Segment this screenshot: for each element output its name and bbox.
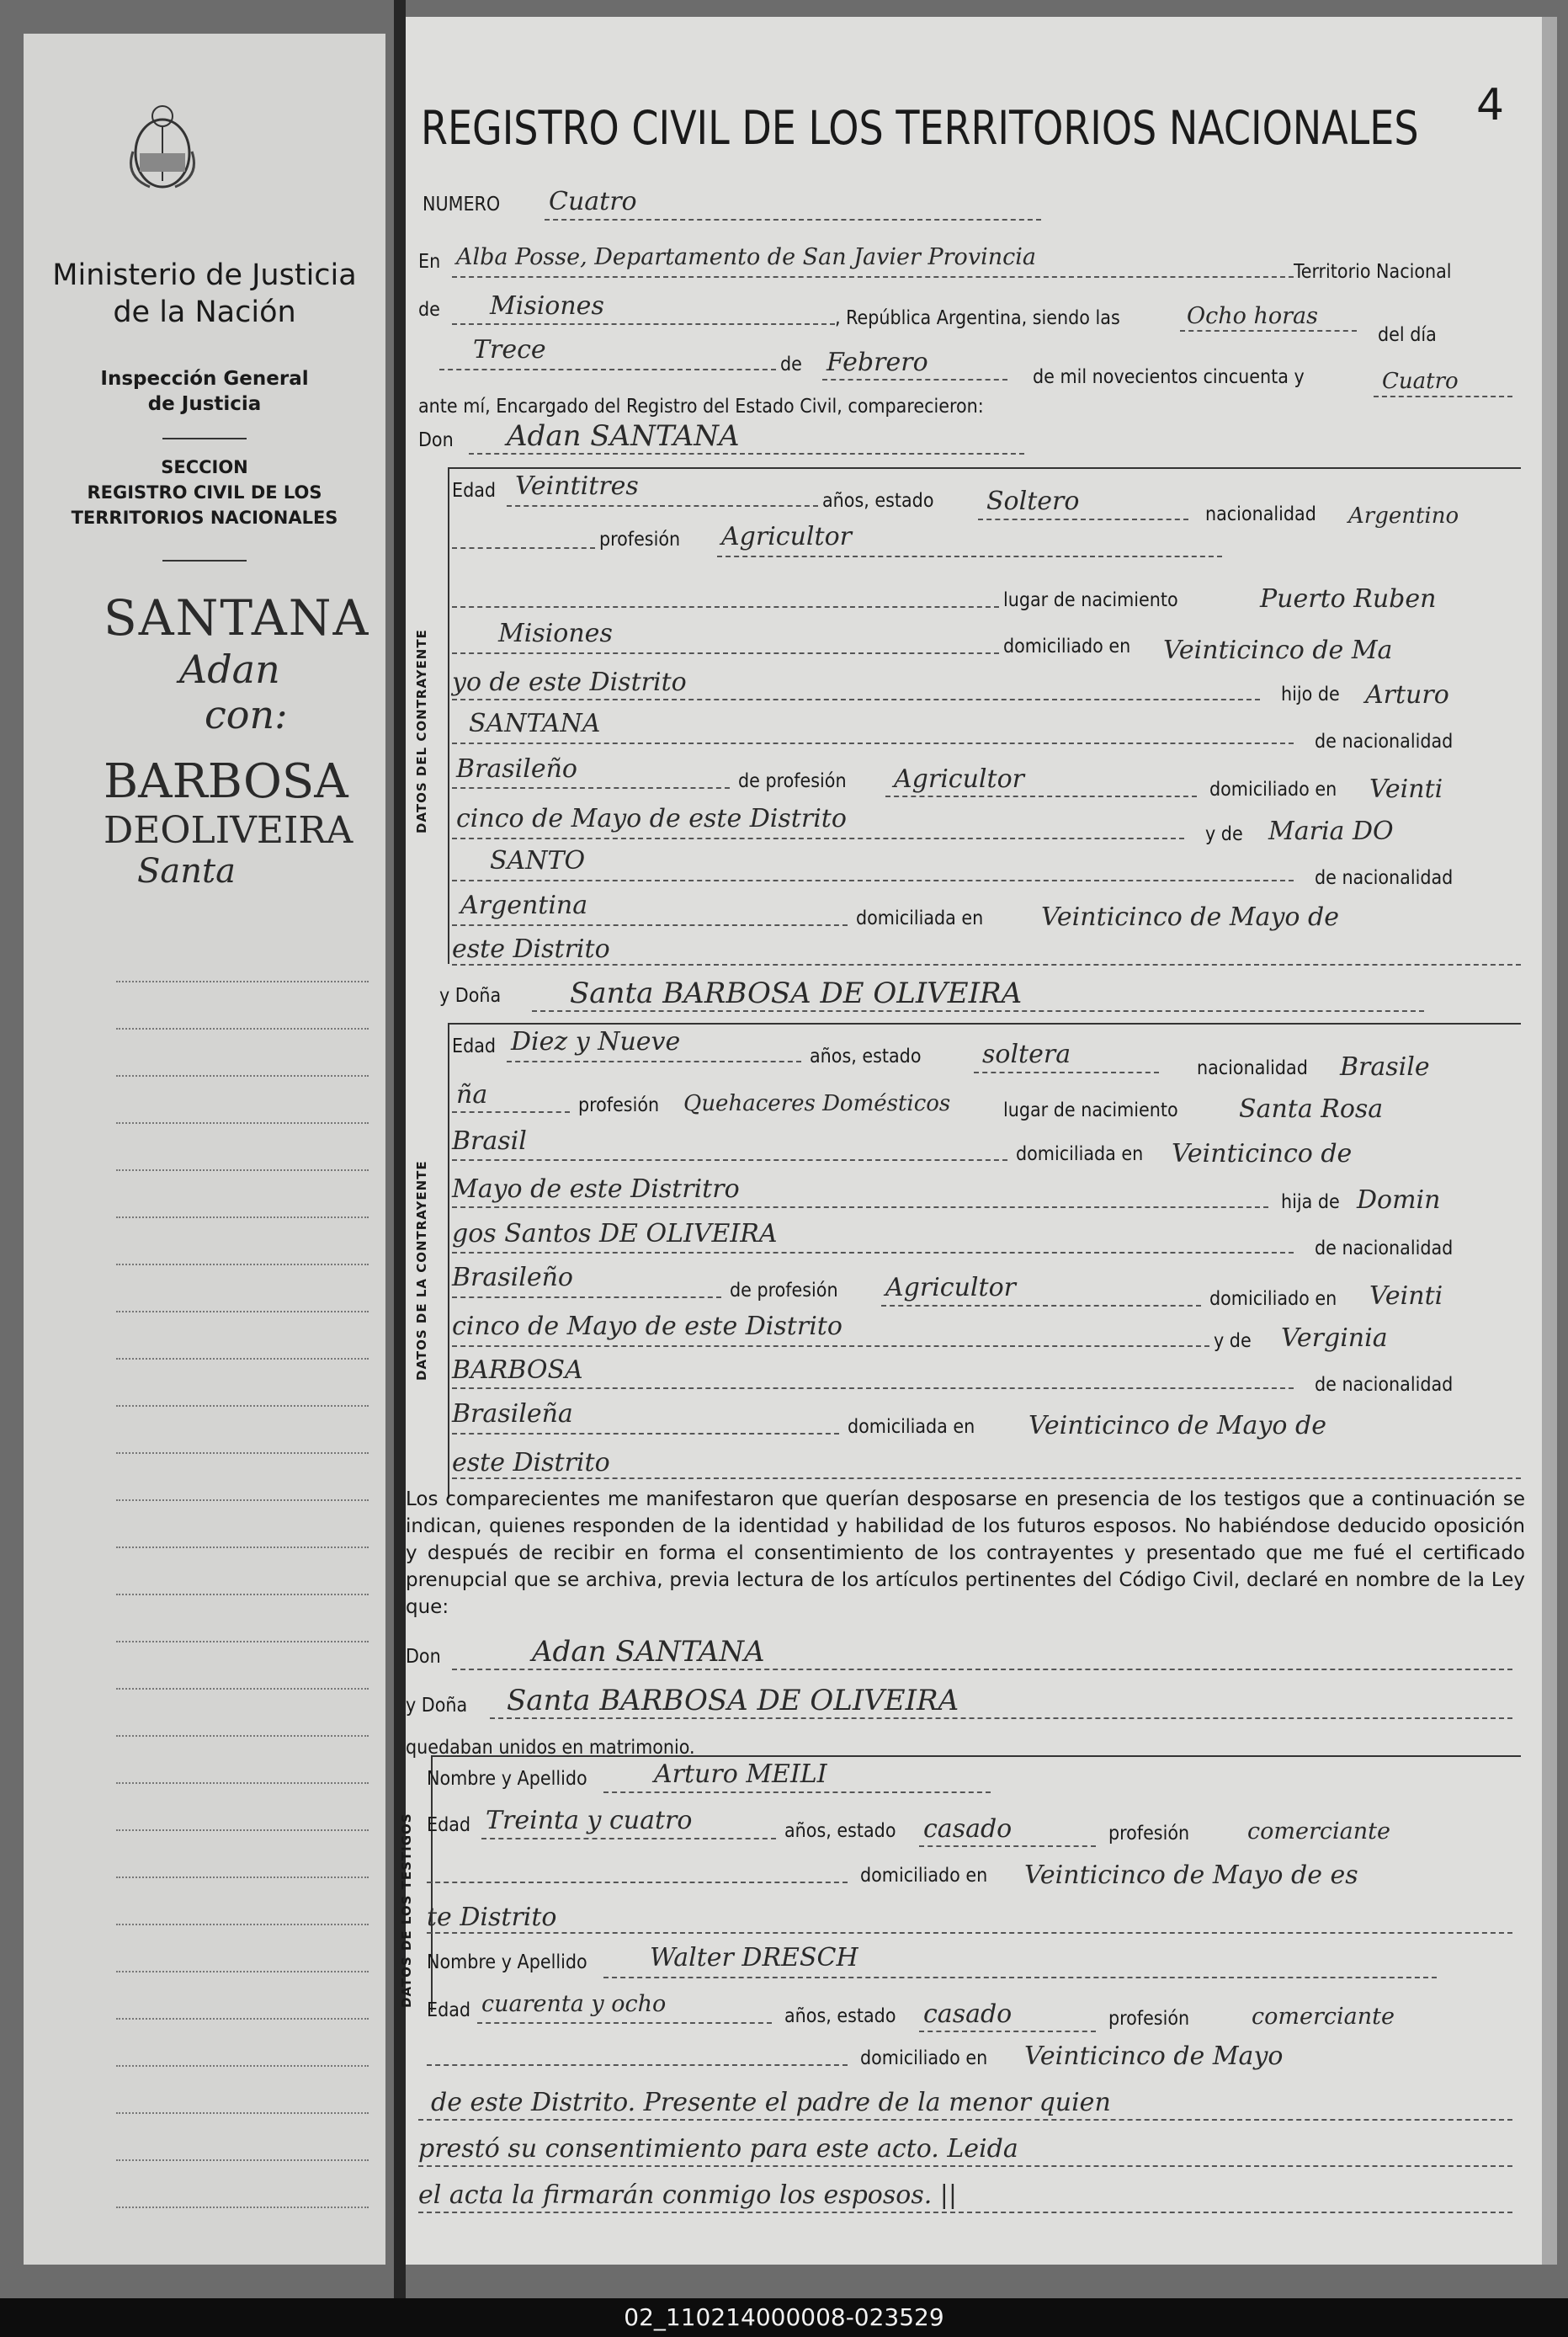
en-label: En (418, 251, 441, 273)
madre-domicilio-value: Veinticinco de Mayo de (1029, 1411, 1326, 1440)
lugar-nacimiento-value: Misiones (498, 619, 613, 648)
edad-label: Edad (452, 480, 497, 502)
quedaban-text: quedaban unidos en matrimonio. (406, 1737, 695, 1759)
profesion-label: de profesión (738, 770, 847, 792)
madre-domicilio-value: este Distrito (452, 934, 610, 964)
lugar-nacimiento-label: lugar de nacimiento (1003, 1099, 1178, 1121)
fill-line (481, 1838, 776, 1839)
domicilio-label: domiciliada en (848, 1416, 975, 1438)
edad-label: Edad (452, 1035, 497, 1057)
padre-domicilio-value: Veinti (1369, 775, 1443, 804)
fill-line (418, 2212, 1512, 2213)
fill-line (452, 787, 730, 789)
domicilio-label: domiciliado en (1209, 1288, 1337, 1310)
dotted-line (116, 2018, 369, 2020)
nacionalidad-label: de nacionalidad (1315, 867, 1454, 889)
lugar-nacimiento-value: Puerto Ruben (1260, 584, 1437, 614)
block-rule (431, 1755, 1521, 1757)
de-label: de (418, 299, 440, 321)
dotted-line (116, 981, 369, 982)
estado-value: Soltero (986, 487, 1080, 516)
coat-of-arms-icon (125, 101, 200, 194)
estado-value: soltera (982, 1040, 1071, 1069)
fill-line (507, 505, 818, 507)
nacionalidad-label: nacionalidad (1197, 1057, 1308, 1079)
domicilio-label: domiciliado en (860, 2047, 988, 2069)
dotted-line (116, 1028, 369, 1030)
fill-line (452, 1159, 1007, 1161)
anios-label: años, estado (810, 1046, 922, 1067)
don-value: Adan SANTANA (532, 1635, 765, 1669)
fill-line (974, 1072, 1159, 1073)
fill-line (427, 1882, 848, 1883)
dotted-line (116, 2065, 369, 2067)
dotted-line (116, 2112, 369, 2114)
lugar-nacimiento-value: Santa Rosa (1239, 1094, 1384, 1124)
fill-line (507, 1061, 801, 1062)
anios-label: años, estado (784, 2005, 896, 2027)
fill-line (490, 1717, 1512, 1719)
dotted-line (116, 1688, 369, 1690)
dotted-line (116, 1264, 369, 1265)
fill-line (427, 1932, 1512, 1934)
domicilio-label: domiciliado en (1209, 779, 1337, 801)
fill-line (452, 606, 999, 608)
closing-line: prestó su consentimiento para este acto. Leida (418, 2134, 1018, 2164)
nacionalidad-value: ña (456, 1080, 488, 1110)
dotted-line (116, 1499, 369, 1501)
fill-line (452, 838, 1184, 839)
fill-line (452, 652, 999, 654)
ministry-heading: Ministerio de Justicia de la Nación (52, 258, 357, 329)
closing-line: de este Distrito. Presente el padre de la menor quien (431, 2088, 1111, 2117)
dotted-line (116, 1452, 369, 1454)
edad-value: Diez y Nueve (511, 1027, 681, 1057)
closing-line: el acta la firmarán conmigo los esposos. || (418, 2180, 958, 2210)
block-bracket (448, 467, 449, 964)
domicilio-label: domiciliado en (860, 1865, 988, 1887)
del-dia-label: del día (1378, 324, 1437, 346)
page-number: 4 (1476, 80, 1505, 130)
edad-label: Edad (427, 1999, 471, 2021)
fill-line (452, 1433, 839, 1435)
lugar-nacimiento-value: Brasil (452, 1126, 527, 1156)
padre-domicilio-value: cinco de Mayo de este Distrito (456, 804, 847, 833)
fill-line (532, 1010, 1424, 1012)
lugar-value: Alba Posse, Departamento de San Javier Provincia (456, 244, 1036, 270)
side-label-testigos: DATOS DE LOS TESTIGOS (399, 1813, 414, 2008)
dotted-line (116, 1594, 369, 1595)
fill-line (603, 1791, 991, 1793)
don-label: Don (406, 1646, 441, 1668)
anios-label: años, estado (784, 1820, 896, 1842)
nombre-label: Nombre y Apellido (427, 1768, 587, 1790)
don-value: Adan SANTANA (507, 419, 740, 453)
testigo2-profesion-value: comerciante (1252, 2004, 1395, 2030)
domicilio-label: domiciliado en (1003, 636, 1131, 657)
declaration-paragraph: Los comparecientes me manifestaron que querían desposarse en presencia de los testigos que a continuación se indican, quienes responden de la identidad y habilidad de los futuros esposos. No habiéndose deducido oposición y después de recibir en forma el consentimiento de los contrayentes y presentado que me fué el certificado prenupcial que se archiva, previa lectura de los artículos pertinentes del Código Civil, declaré en nombre de la Ley que: (406, 1488, 1525, 1618)
lugar-nacimiento-label: lugar de nacimiento (1003, 589, 1178, 611)
dotted-line (116, 1075, 369, 1077)
fill-line (545, 219, 1041, 221)
fill-line (452, 1111, 570, 1113)
testigo2-nombre-value: Walter DRESCH (650, 1943, 858, 1972)
fill-line (885, 796, 1197, 797)
de-label: de (780, 354, 802, 375)
y-de-label: y de (1214, 1330, 1252, 1352)
nacionalidad-value: Argentino (1348, 503, 1459, 529)
dotted-line (116, 1924, 369, 1925)
testigo1-domicilio-value: Veinticinco de Mayo de es (1024, 1861, 1358, 1890)
register-title: REGISTRO CIVIL DE LOS TERRITORIOS NACIONALES (421, 101, 1419, 155)
republica-label: , República Argentina, siendo las (835, 307, 1120, 329)
ante-label: ante mí, Encargado del Registro del Estado Civil, comparecieron: (418, 396, 984, 418)
territorio-value: Misiones (490, 291, 604, 321)
profesion-label: profesión (1108, 2008, 1190, 2030)
madre-nacionalidad-value: Brasileña (452, 1399, 573, 1429)
padre-value: Arturo (1365, 680, 1449, 710)
testigo1-nombre-value: Arturo MEILI (654, 1759, 827, 1789)
fill-line (452, 1387, 1294, 1389)
divider-rule (162, 438, 247, 439)
fill-line (717, 556, 1222, 557)
dotted-line (116, 2207, 369, 2208)
fill-line (452, 276, 1294, 278)
fill-line (822, 379, 1007, 381)
nacionalidad-value: Brasile (1340, 1052, 1430, 1082)
dotted-line (116, 1735, 369, 1737)
padre-domicilio-value: Veinti (1369, 1281, 1443, 1311)
padre-nacionalidad-value: Brasileño (456, 754, 577, 784)
fill-line (418, 2165, 1512, 2167)
don-label: Don (418, 429, 454, 451)
block-rule (448, 1023, 1521, 1025)
anios-label: años, estado (822, 490, 934, 512)
fill-line (452, 1206, 1268, 1208)
image-caption: 02_110214000008-023529 (0, 2298, 1568, 2337)
block-bracket (448, 1023, 449, 1499)
fill-line (452, 323, 835, 325)
profesion-label: profesión (1108, 1823, 1190, 1845)
domicilio-value: Mayo de este Distritro (452, 1174, 740, 1204)
anio-value: Cuatro (1382, 369, 1459, 394)
dotted-line (116, 1782, 369, 1784)
y-de-label: y de (1205, 823, 1243, 845)
padre-value: gos Santos DE OLIVEIRA (452, 1219, 778, 1248)
profesion-value: Quehaceres Domésticos (683, 1091, 951, 1116)
mes-value: Febrero (827, 348, 928, 377)
fill-line (452, 964, 1521, 966)
block-bracket (431, 1755, 433, 2012)
padre-profesion-value: Agricultor (885, 1273, 1016, 1302)
dotted-line (116, 1877, 369, 1878)
madre-value: BARBOSA (452, 1355, 583, 1385)
nacionalidad-label: de nacionalidad (1315, 731, 1454, 753)
nombre-label: Nombre y Apellido (427, 1951, 587, 1973)
madre-value: SANTO (490, 846, 586, 876)
fill-line (452, 924, 848, 926)
padre-domicilio-value: cinco de Mayo de este Distrito (452, 1312, 842, 1341)
dotted-line (116, 1358, 369, 1360)
fill-line (469, 453, 1024, 455)
dona-label: y Doña (439, 985, 502, 1007)
numero-label: NUMERO (423, 194, 501, 216)
dona-value: Santa BARBOSA DE OLIVEIRA (507, 1684, 959, 1717)
domicilio-value: Veinticinco de (1172, 1139, 1353, 1168)
fill-line (919, 1845, 1096, 1847)
dotted-line (116, 1216, 369, 1218)
left-page (24, 34, 385, 2265)
side-label-contrayente: DATOS DEL CONTRAYENTE (414, 629, 429, 833)
dotted-line (116, 2159, 369, 2161)
padre-value: SANTANA (469, 709, 601, 738)
madre-nacionalidad-value: Argentina (460, 891, 588, 920)
fill-line (452, 743, 1294, 744)
domicilio-value: yo de este Distrito (452, 668, 687, 697)
profesion-label: profesión (578, 1094, 660, 1116)
margin-note: SANTANA Adan con: BARBOSA DEOLIVEIRA Santa (104, 589, 370, 891)
dona-value: Santa BARBOSA DE OLIVEIRA (570, 977, 1023, 1010)
dotted-line (116, 1311, 369, 1312)
domicilio-label: domiciliada en (856, 908, 984, 929)
dona-label: y Doña (406, 1695, 468, 1717)
profesion-label: profesión (599, 529, 681, 551)
testigo1-profesion-value: comerciante (1247, 1818, 1390, 1845)
fill-line (452, 699, 1260, 700)
testigo1-domicilio-value: te Distrito (427, 1903, 557, 1932)
territorio-label: Territorio Nacional (1294, 261, 1452, 283)
testigo1-edad-value: Treinta y cuatro (486, 1806, 693, 1835)
fill-line (452, 1345, 1209, 1347)
section-heading: SECCION REGISTRO CIVIL DE LOS TERRITORIOS NACIONALES (71, 457, 338, 528)
fill-line (919, 2031, 1096, 2032)
padre-profesion-value: Agricultor (894, 764, 1024, 794)
madre-value: Verginia (1281, 1323, 1388, 1353)
fill-line (427, 2064, 848, 2066)
testigo1-estado-value: casado (923, 1814, 1013, 1844)
fill-line (452, 880, 1294, 881)
nacionalidad-label: de nacionalidad (1315, 1374, 1454, 1396)
mil-label: de mil novecientos cincuenta y (1033, 366, 1305, 388)
fill-line (418, 2119, 1512, 2121)
padre-nacionalidad-value: Brasileño (452, 1263, 573, 1292)
numero-value: Cuatro (549, 187, 637, 216)
fill-line (452, 1252, 1294, 1254)
fill-line (881, 1305, 1201, 1307)
hija-label: hija de (1281, 1191, 1340, 1213)
dia-value: Trece (473, 335, 546, 365)
dotted-line (116, 1829, 369, 1831)
dotted-line (116, 1405, 369, 1407)
fill-line (452, 547, 595, 549)
profesion-value: Agricultor (721, 522, 852, 551)
fill-line (603, 1977, 1437, 1978)
fill-line (1180, 330, 1357, 332)
edad-value: Veintitres (515, 471, 639, 501)
inspection-heading: Inspección General de Justicia (100, 368, 309, 415)
divider-rule (162, 560, 247, 562)
testigo2-domicilio-value: Veinticinco de Mayo (1024, 2042, 1284, 2071)
fill-line (452, 1669, 1512, 1670)
domicilio-label: domiciliada en (1016, 1143, 1144, 1165)
dotted-line (116, 1971, 369, 1972)
hijo-label: hijo de (1281, 684, 1340, 705)
dotted-line (116, 1641, 369, 1642)
fill-line (452, 1477, 1521, 1479)
dotted-line (116, 1122, 369, 1124)
madre-domicilio-value: Veinticinco de Mayo de (1041, 902, 1339, 932)
padre-value: Domin (1357, 1185, 1441, 1215)
nacionalidad-label: nacionalidad (1205, 503, 1316, 525)
domicilio-value: Veinticinco de Ma (1163, 636, 1393, 665)
fill-line (1374, 396, 1512, 397)
profesion-label: de profesión (730, 1280, 838, 1302)
block-rule (448, 467, 1521, 469)
fill-line (439, 369, 776, 370)
dotted-line (116, 1169, 369, 1171)
madre-domicilio-value: este Distrito (452, 1448, 610, 1477)
dotted-line (116, 1546, 369, 1548)
hora-value: Ocho horas (1187, 303, 1318, 329)
nacionalidad-label: de nacionalidad (1315, 1238, 1454, 1259)
testigo2-edad-value: cuarenta y ocho (481, 1991, 667, 2017)
edad-label: Edad (427, 1814, 471, 1836)
side-label-contrayenta: DATOS DE LA CONTRAYENTE (414, 1160, 429, 1381)
fill-line (978, 519, 1188, 520)
right-page (399, 17, 1542, 2265)
madre-value: Maria DO (1268, 817, 1394, 846)
testigo2-estado-value: casado (923, 1999, 1013, 2029)
fill-line (452, 1296, 721, 1298)
fill-line (477, 2022, 772, 2024)
